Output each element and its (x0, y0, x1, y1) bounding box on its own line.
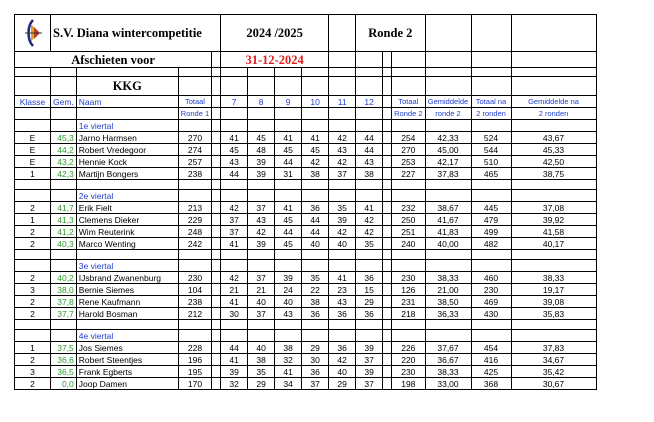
series-score-cell: 30 (302, 354, 329, 366)
naam-cell: Robert Steentjes (76, 354, 178, 366)
table-row (15, 284, 597, 296)
series-score-cell: 41 (221, 132, 248, 144)
series-score-cell: 43 (356, 156, 383, 168)
totaal-na-cell: 460 (471, 272, 511, 284)
col-10: 10 (302, 96, 329, 108)
col-twee-ronden: 2 ronden (471, 108, 511, 120)
ronde2-total-cell: 226 (392, 342, 425, 354)
series-score-cell: 40 (275, 296, 302, 308)
col-gem: Gem. (51, 96, 77, 108)
ronde1-total-cell: 104 (178, 284, 211, 296)
gemiddelde-na-cell: 38,75 (511, 168, 596, 180)
ronde1-total-cell: 228 (178, 342, 211, 354)
gem-cell: 42,3 (51, 168, 77, 180)
series-score-cell: 35 (248, 366, 275, 378)
gemiddelde-na-cell: 37,08 (511, 202, 596, 214)
series-score-cell: 41 (221, 296, 248, 308)
col-gemiddelde-na: Gemiddelde na (511, 96, 596, 108)
naam-cell: Joop Damen (76, 378, 178, 390)
totaal-na-cell: 454 (471, 342, 511, 354)
series-score-cell: 41 (275, 132, 302, 144)
totaal-na-cell: 544 (471, 144, 511, 156)
gemiddelde-na-cell: 43,67 (511, 132, 596, 144)
klasse-cell: 1 (15, 214, 51, 226)
series-score-cell: 37 (221, 214, 248, 226)
ronde2-total-cell: 254 (392, 132, 425, 144)
gem-cell: 0,0 (51, 378, 77, 390)
gemiddelde-na-cell: 34,67 (511, 354, 596, 366)
series-score-cell: 37 (356, 354, 383, 366)
series-score-cell: 35 (329, 202, 356, 214)
sheet-title: S.V. Diana wintercompetitie (51, 15, 221, 52)
gem-ronde2-cell: 41,67 (425, 214, 471, 226)
series-score-cell: 42 (356, 226, 383, 238)
series-score-cell: 36 (302, 366, 329, 378)
gem-cell: 36,6 (51, 354, 77, 366)
ronde1-total-cell: 229 (178, 214, 211, 226)
gem-ronde2-cell: 41,83 (425, 226, 471, 238)
series-score-cell: 39 (248, 168, 275, 180)
table-row (15, 354, 597, 366)
col-klasse: Klasse (15, 96, 51, 108)
series-score-cell: 38 (302, 296, 329, 308)
series-score-cell: 37 (356, 378, 383, 390)
series-score-cell: 40 (248, 342, 275, 354)
series-score-cell: 32 (275, 354, 302, 366)
series-score-cell: 42 (221, 272, 248, 284)
naam-cell: Marco Wenting (76, 238, 178, 250)
series-score-cell: 40 (329, 238, 356, 250)
naam-cell: Rene Kaufmann (76, 296, 178, 308)
ronde1-total-cell: 257 (178, 156, 211, 168)
gem-ronde2-cell: 21,00 (425, 284, 471, 296)
ronde1-total-cell: 196 (178, 354, 211, 366)
group-label-row (15, 260, 597, 272)
klasse-cell: 2 (15, 238, 51, 250)
table-row (15, 144, 597, 156)
naam-cell: IJsbrand Zwanenburg (76, 272, 178, 284)
gem-cell: 40,2 (51, 272, 77, 284)
series-score-cell: 39 (221, 366, 248, 378)
gem-ronde2-cell: 45,00 (425, 144, 471, 156)
group-label-row (15, 330, 597, 342)
col-totaal: Totaal (178, 96, 211, 108)
table-row (15, 156, 597, 168)
group-label: 1e viertal (76, 120, 178, 132)
ronde2-total-cell: 240 (392, 238, 425, 250)
gem-ronde2-cell: 38,33 (425, 272, 471, 284)
series-score-cell: 44 (356, 144, 383, 156)
season-label: 2024 /2025 (221, 15, 329, 52)
gemiddelde-na-cell: 19,17 (511, 284, 596, 296)
ronde1-total-cell: 274 (178, 144, 211, 156)
totaal-na-cell: 368 (471, 378, 511, 390)
naam-cell: Jos Siemes (76, 342, 178, 354)
klasse-cell: 3 (15, 366, 51, 378)
series-score-cell: 40 (302, 238, 329, 250)
series-score-cell: 45 (275, 144, 302, 156)
gemiddelde-na-cell: 37,83 (511, 342, 596, 354)
series-score-cell: 39 (356, 342, 383, 354)
category-row (15, 77, 597, 96)
col-totaal-na: Totaal na (471, 96, 511, 108)
totaal-na-cell: 524 (471, 132, 511, 144)
score-sheet (14, 14, 597, 390)
gemiddelde-na-cell: 42,50 (511, 156, 596, 168)
series-score-cell: 37 (248, 308, 275, 320)
series-score-cell: 42 (221, 202, 248, 214)
series-score-cell: 39 (248, 156, 275, 168)
gem-cell: 41,7 (51, 202, 77, 214)
series-score-cell: 42 (329, 156, 356, 168)
series-score-cell: 44 (221, 168, 248, 180)
cutoff-date: 31-12-2024 (221, 52, 329, 68)
table-row (15, 342, 597, 354)
gem-cell: 37,7 (51, 308, 77, 320)
ronde2-total-cell: 253 (392, 156, 425, 168)
gemiddelde-na-cell: 39,08 (511, 296, 596, 308)
series-score-cell: 29 (329, 378, 356, 390)
gem-cell: 37,8 (51, 296, 77, 308)
gem-cell: 37,5 (51, 342, 77, 354)
series-score-cell: 37 (329, 168, 356, 180)
cutoff-label: Afschieten voor (15, 52, 212, 68)
gem-cell: 45,3 (51, 132, 77, 144)
totaal-na-cell: 479 (471, 214, 511, 226)
series-score-cell: 42 (302, 156, 329, 168)
gem-ronde2-cell: 42,17 (425, 156, 471, 168)
category-label: KKG (76, 77, 178, 96)
title-row (15, 15, 597, 52)
naam-cell: Frank Egberts (76, 366, 178, 378)
naam-cell: Erik Fielt (76, 202, 178, 214)
gem-ronde2-cell: 42,33 (425, 132, 471, 144)
klasse-cell: 2 (15, 308, 51, 320)
naam-cell: Jarno Harmsen (76, 132, 178, 144)
gem-ronde2-cell: 37,83 (425, 168, 471, 180)
table-row (15, 296, 597, 308)
series-score-cell: 30 (221, 308, 248, 320)
series-score-cell: 45 (221, 144, 248, 156)
totaal-na-cell: 482 (471, 238, 511, 250)
totaal-na-cell: 425 (471, 366, 511, 378)
gemiddelde-na-cell: 35,42 (511, 366, 596, 378)
series-score-cell: 31 (275, 168, 302, 180)
logo-cell (15, 15, 51, 52)
col-ronde1: Ronde 1 (178, 108, 211, 120)
series-score-cell: 21 (248, 284, 275, 296)
series-score-cell: 43 (275, 308, 302, 320)
series-score-cell: 29 (248, 378, 275, 390)
series-score-cell: 41 (275, 202, 302, 214)
series-score-cell: 44 (302, 226, 329, 238)
series-score-cell: 44 (275, 156, 302, 168)
ronde2-total-cell: 250 (392, 214, 425, 226)
ronde1-total-cell: 248 (178, 226, 211, 238)
gemiddelde-na-cell: 41,58 (511, 226, 596, 238)
gem-ronde2-cell: 38,50 (425, 296, 471, 308)
gem-ronde2-cell: 36,33 (425, 308, 471, 320)
gem-ronde2-cell: 38,67 (425, 202, 471, 214)
klasse-cell: 1 (15, 168, 51, 180)
diana-logo-icon (22, 18, 44, 48)
col-9: 9 (275, 96, 302, 108)
gem-cell: 36,5 (51, 366, 77, 378)
series-score-cell: 41 (302, 132, 329, 144)
ronde1-total-cell: 242 (178, 238, 211, 250)
klasse-cell: 2 (15, 202, 51, 214)
ronde1-total-cell: 230 (178, 272, 211, 284)
ronde2-total-cell: 220 (392, 354, 425, 366)
gem-cell: 44,2 (51, 144, 77, 156)
col-twee-ronden-2: 2 ronden (511, 108, 596, 120)
naam-cell: Wim Reuterink (76, 226, 178, 238)
series-score-cell: 40 (248, 296, 275, 308)
gemiddelde-na-cell: 40,17 (511, 238, 596, 250)
totaal-na-cell: 230 (471, 284, 511, 296)
series-score-cell: 44 (302, 214, 329, 226)
klasse-cell: 2 (15, 226, 51, 238)
series-score-cell: 39 (248, 238, 275, 250)
series-score-cell: 29 (356, 296, 383, 308)
series-score-cell: 15 (356, 284, 383, 296)
series-score-cell: 42 (356, 214, 383, 226)
klasse-cell: E (15, 156, 51, 168)
series-score-cell: 48 (248, 144, 275, 156)
series-score-cell: 39 (275, 272, 302, 284)
ronde2-total-cell: 198 (392, 378, 425, 390)
series-score-cell: 45 (248, 132, 275, 144)
ronde2-total-cell: 126 (392, 284, 425, 296)
series-score-cell: 39 (356, 366, 383, 378)
naam-cell: Robert Vredegoor (76, 144, 178, 156)
col-naam: Naam (76, 96, 178, 108)
totaal-na-cell: 499 (471, 226, 511, 238)
col-gem-ronde2: ronde 2 (425, 108, 471, 120)
series-score-cell: 36 (356, 272, 383, 284)
col-ronde2: Ronde 2 (392, 108, 425, 120)
ronde1-total-cell: 195 (178, 366, 211, 378)
naam-cell: Hennie Kock (76, 156, 178, 168)
klasse-cell: 2 (15, 378, 51, 390)
series-score-cell: 43 (248, 214, 275, 226)
ronde1-total-cell: 238 (178, 168, 211, 180)
table-row (15, 226, 597, 238)
series-score-cell: 39 (329, 214, 356, 226)
series-score-cell: 44 (275, 226, 302, 238)
series-score-cell: 36 (302, 308, 329, 320)
klasse-cell: 2 (15, 272, 51, 284)
col-totaal-2: Totaal (392, 96, 425, 108)
col-12: 12 (356, 96, 383, 108)
col-gemiddelde: Gemiddelde (425, 96, 471, 108)
series-score-cell: 42 (329, 226, 356, 238)
series-score-cell: 23 (329, 284, 356, 296)
series-score-cell: 38 (302, 168, 329, 180)
gem-ronde2-cell: 36,67 (425, 354, 471, 366)
gem-ronde2-cell: 37,67 (425, 342, 471, 354)
gem-ronde2-cell: 40,00 (425, 238, 471, 250)
ronde1-total-cell: 270 (178, 132, 211, 144)
series-score-cell: 36 (329, 308, 356, 320)
klasse-cell: 2 (15, 354, 51, 366)
ronde2-total-cell: 227 (392, 168, 425, 180)
naam-cell: Bernie Siemes (76, 284, 178, 296)
ronde2-total-cell: 270 (392, 144, 425, 156)
ronde2-total-cell: 232 (392, 202, 425, 214)
ronde2-total-cell: 230 (392, 366, 425, 378)
totaal-na-cell: 510 (471, 156, 511, 168)
series-score-cell: 35 (302, 272, 329, 284)
series-score-cell: 36 (356, 308, 383, 320)
table-row (15, 132, 597, 144)
series-score-cell: 37 (302, 378, 329, 390)
col-11: 11 (329, 96, 356, 108)
group-label-row (15, 120, 597, 132)
col-7: 7 (221, 96, 248, 108)
group-label: 4e viertal (76, 330, 178, 342)
klasse-cell: E (15, 144, 51, 156)
series-score-cell: 43 (329, 144, 356, 156)
gem-cell: 41,2 (51, 226, 77, 238)
series-score-cell: 43 (329, 296, 356, 308)
totaal-na-cell: 430 (471, 308, 511, 320)
ronde2-total-cell: 218 (392, 308, 425, 320)
series-score-cell: 36 (302, 202, 329, 214)
series-score-cell: 40 (329, 366, 356, 378)
series-score-cell: 22 (302, 284, 329, 296)
series-score-cell: 43 (221, 156, 248, 168)
series-score-cell: 45 (302, 144, 329, 156)
series-score-cell: 21 (221, 284, 248, 296)
cutoff-row (15, 52, 597, 68)
series-score-cell: 45 (275, 238, 302, 250)
group-label: 2e viertal (76, 190, 178, 202)
ronde1-total-cell: 238 (178, 296, 211, 308)
naam-cell: Martijn Bongers (76, 168, 178, 180)
gem-cell: 41,3 (51, 214, 77, 226)
naam-cell: Harold Bosman (76, 308, 178, 320)
group-label: 3e viertal (76, 260, 178, 272)
table-row (15, 168, 597, 180)
klasse-cell: 2 (15, 296, 51, 308)
klasse-cell: E (15, 132, 51, 144)
table-row (15, 308, 597, 320)
series-score-cell: 41 (221, 354, 248, 366)
series-score-cell: 41 (221, 238, 248, 250)
totaal-na-cell: 469 (471, 296, 511, 308)
klasse-cell: 1 (15, 342, 51, 354)
series-score-cell: 38 (248, 354, 275, 366)
table-row (15, 366, 597, 378)
totaal-na-cell: 465 (471, 168, 511, 180)
series-score-cell: 41 (275, 366, 302, 378)
table-row (15, 378, 597, 390)
ronde2-total-cell: 231 (392, 296, 425, 308)
series-score-cell: 32 (221, 378, 248, 390)
naam-cell: Clemens Dieker (76, 214, 178, 226)
series-score-cell: 24 (275, 284, 302, 296)
gem-cell: 40,3 (51, 238, 77, 250)
series-score-cell: 38 (356, 168, 383, 180)
series-score-cell: 29 (302, 342, 329, 354)
series-score-cell: 45 (275, 214, 302, 226)
round-label: Ronde 2 (356, 15, 425, 52)
column-header-row (15, 96, 597, 108)
table-row (15, 238, 597, 250)
ronde1-total-cell: 170 (178, 378, 211, 390)
gemiddelde-na-cell: 39,92 (511, 214, 596, 226)
series-score-cell: 37 (248, 272, 275, 284)
gemiddelde-na-cell: 38,33 (511, 272, 596, 284)
series-score-cell: 37 (221, 226, 248, 238)
klasse-cell: 3 (15, 284, 51, 296)
series-score-cell: 42 (248, 226, 275, 238)
series-score-cell: 38 (275, 342, 302, 354)
gem-cell: 38,0 (51, 284, 77, 296)
ronde1-total-cell: 213 (178, 202, 211, 214)
ronde2-total-cell: 251 (392, 226, 425, 238)
column-subheader-row (15, 108, 597, 120)
series-score-cell: 44 (221, 342, 248, 354)
gem-ronde2-cell: 38,33 (425, 366, 471, 378)
series-score-cell: 42 (329, 354, 356, 366)
gemiddelde-na-cell: 45,33 (511, 144, 596, 156)
table-row (15, 202, 597, 214)
totaal-na-cell: 416 (471, 354, 511, 366)
table-row (15, 214, 597, 226)
series-score-cell: 34 (275, 378, 302, 390)
group-label-row (15, 190, 597, 202)
series-score-cell: 35 (356, 238, 383, 250)
series-score-cell: 36 (329, 342, 356, 354)
series-score-cell: 41 (356, 202, 383, 214)
totaal-na-cell: 445 (471, 202, 511, 214)
series-score-cell: 42 (329, 132, 356, 144)
ronde1-total-cell: 212 (178, 308, 211, 320)
gem-ronde2-cell: 33,00 (425, 378, 471, 390)
col-8: 8 (248, 96, 275, 108)
gem-cell: 43,2 (51, 156, 77, 168)
series-score-cell: 37 (248, 202, 275, 214)
gemiddelde-na-cell: 30,67 (511, 378, 596, 390)
table-row (15, 272, 597, 284)
series-score-cell: 44 (356, 132, 383, 144)
gemiddelde-na-cell: 35,83 (511, 308, 596, 320)
series-score-cell: 41 (329, 272, 356, 284)
ronde2-total-cell: 230 (392, 272, 425, 284)
